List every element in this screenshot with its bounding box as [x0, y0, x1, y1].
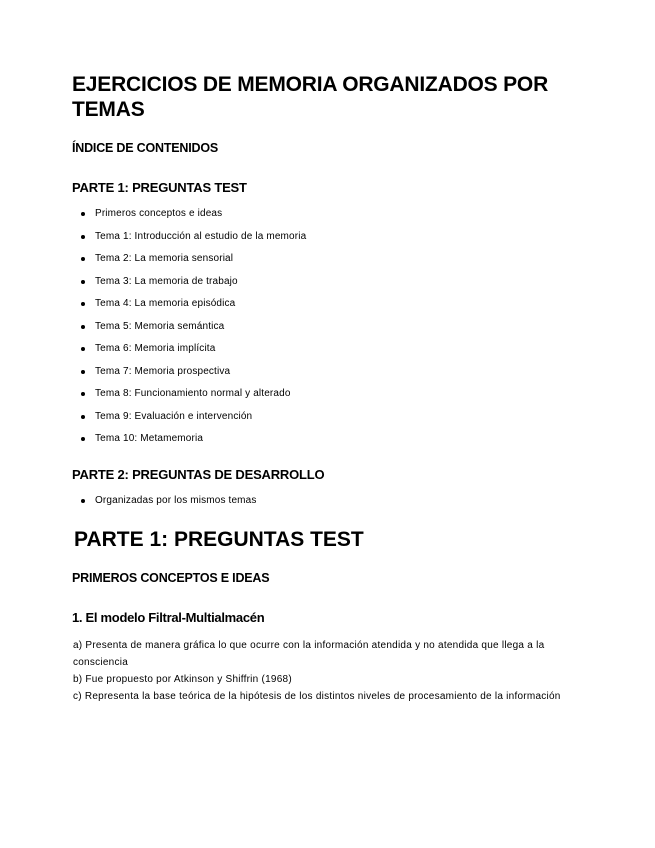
toc-item[interactable] [72, 365, 306, 388]
toc-item-label: Tema 7: Memoria prospectiva [95, 365, 231, 377]
toc-item[interactable] [72, 207, 306, 230]
bullet-icon [81, 235, 85, 239]
answer-option: a) Presenta de manera gráfica lo que ocurre con la información atendida y no atendida que llega a la consciencia [73, 640, 545, 668]
toc-item-label: Tema 1: Introducción al estudio de la memoria [95, 230, 307, 242]
question-title: 1. El modelo Filtral-Multialmacén [72, 610, 265, 625]
index-part2-heading: PARTE 2: PREGUNTAS DE DESARROLLO [72, 467, 325, 482]
toc-item[interactable] [72, 275, 306, 298]
bullet-icon [81, 370, 85, 374]
bullet-icon [81, 415, 85, 419]
index-part1-heading: PARTE 1: PREGUNTAS TEST [72, 180, 247, 195]
index-heading: ÍNDICE DE CONTENIDOS [72, 141, 219, 155]
subsection-heading: PRIMEROS CONCEPTOS E IDEAS [72, 571, 270, 585]
toc-item[interactable] [72, 252, 306, 275]
toc-item[interactable] [72, 387, 306, 410]
toc-item[interactable] [72, 432, 306, 455]
toc-item-label: Tema 5: Memoria semántica [95, 320, 225, 332]
toc-item[interactable] [72, 230, 306, 253]
bullet-icon [81, 257, 85, 261]
bullet-icon [81, 347, 85, 351]
toc-item[interactable] [72, 410, 306, 433]
bullet-icon [81, 392, 85, 396]
index-part1-list [72, 207, 306, 455]
toc-item[interactable] [72, 342, 306, 365]
document-title: EJERCICIOS DE MEMORIA ORGANIZADOS POR TEMAS [72, 73, 549, 121]
toc-item-label: Tema 9: Evaluación e intervención [95, 410, 253, 422]
toc-item-label: Organizadas por los mismos temas [95, 495, 257, 506]
bullet-icon [81, 302, 85, 306]
toc-item-label: Tema 8: Funcionamiento normal y alterado [95, 388, 291, 399]
toc-item-label: Tema 10: Metamemoria [95, 433, 204, 444]
bullet-icon [81, 212, 85, 216]
toc-item[interactable] [72, 297, 306, 320]
bullet-icon [81, 280, 85, 284]
question-options [73, 637, 588, 705]
toc-item-label: Primeros conceptos e ideas [95, 208, 223, 219]
bullet-icon [81, 499, 85, 503]
section-title: PARTE 1: PREGUNTAS TEST [74, 528, 364, 551]
toc-item-label: Tema 2: La memoria sensorial [95, 253, 234, 264]
bullet-icon [81, 437, 85, 441]
bullet-icon [81, 325, 85, 329]
toc-item[interactable] [72, 320, 306, 343]
toc-item-label: Tema 6: Memoria implícita [95, 343, 216, 354]
index-part2-list [72, 494, 257, 517]
toc-item[interactable] [72, 494, 257, 517]
answer-option: c) Representa la base teórica de la hipótesis de los distintos niveles de procesamiento de la información [73, 691, 561, 702]
toc-item-label: Tema 4: La memoria episódica [95, 298, 236, 309]
toc-item-label: Tema 3: La memoria de trabajo [95, 275, 238, 287]
answer-option: b) Fue propuesto por Atkinson y Shiffrin (1968) [73, 674, 292, 685]
